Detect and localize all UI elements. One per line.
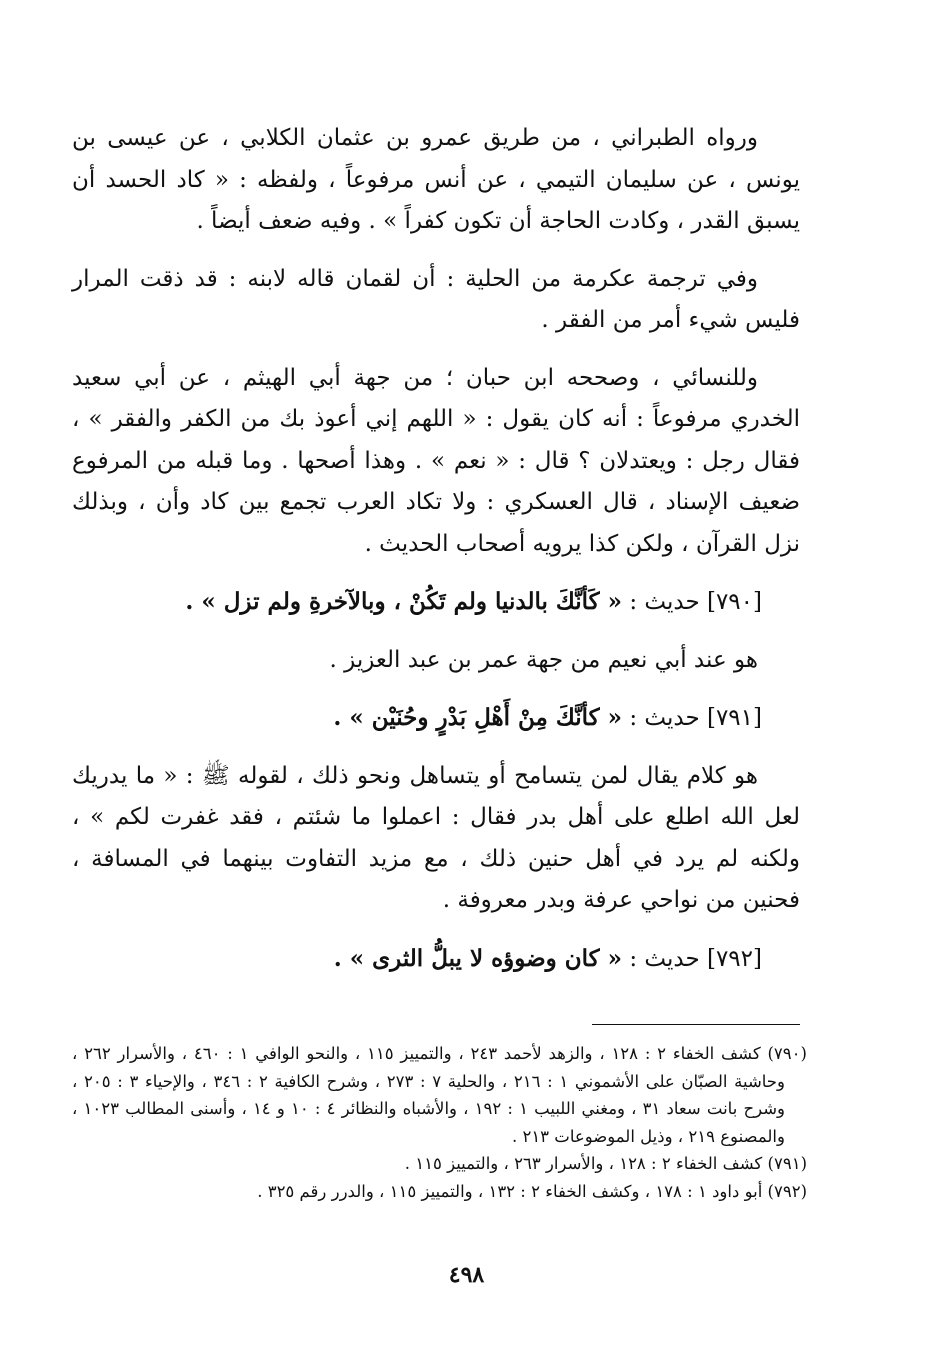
paragraph-2: وفي ترجمة عكرمة من الحلية : أن لقمان قاله لابنه : قد ذقت المرار فليس شيء أمر من الفقر . (72, 265, 800, 333)
paragraph-3: وللنسائي ، وصححه ابن حبان ؛ من جهة أبي الهيثم ، عن أبي سعيد الخدري مرفوعاً : أنه كان يقول : « اللهم إني أعوذ بك من الكفر والفقر » ، فقال رجل : ويعتدلان ؟ قال : « نعم » . وهذا أصحها . وما قبله من المرفوع ضعيف الإسناد ، قال العسكري : ولا تكاد العرب تجمع بين كاد وأن ، وبذلك نزل القرآن ، ولكن كذا يرويه أصحاب الحديث . (72, 364, 800, 557)
hadith-792 (72, 938, 800, 981)
footnote-792: (٧٩٢) أبو داود ١ : ١٧٨ ، وكشف الخفاء ٢ : ١٣٢ ، والتمييز ١١٥ ، والدرر رقم ٣٢٥ . (257, 1181, 807, 1201)
hadith-number: [٧٩٠] حديث : (622, 589, 762, 615)
footnotes (72, 1040, 807, 1205)
paragraph-4: هو عند أبي نعيم من جهة عمر بن عبد العزيز . (329, 646, 758, 673)
footnote-divider (592, 1024, 800, 1025)
hadith-number: [٧٩٢] حديث : (622, 945, 762, 972)
footnote-791: (٧٩١) كشف الخفاء ٢ : ١٢٨ ، والأسرار ٢٦٣ ، والتمييز ١١٥ . (404, 1154, 807, 1173)
main-text (72, 118, 800, 996)
footnote-790: (٧٩٠) كشف الخفاء ٢ : ١٢٨ ، والزهد لأحمد ٢٤٣ ، والتمييز ١١٥ ، والنحو الوافي ١ : ٤٦٠ ، والأسرار ٢٦٢ ، وحاشية الصبّان على الأشموني ١ : ٢١٦ ، والحلية ٧ : ٢٧٣ ، وشرح الكافية ٢ : ٣٤٦ ، والإحياء ٣ : ٢٠٥ ، وشرح بانت سعاد ٣١ ، ومغني اللبيب ١ : ١٩٢ ، والأشباه والنظائر ٤ : ١٠ و ١٤ ، وأسنى المطالب ١٠٢٣ ، والمصنوع ٢١٩ ، وذيل الموضوعات ٢١٣ . (72, 1044, 807, 1146)
hadith-text: « كأنَّكَ مِنْ أَهْلِ بَدْرٍ وحُنَيْن » . (333, 704, 623, 731)
hadith-text: « كَأنَّكَ بالدنيا ولم تَكُنْ ، وبالآخرةِ ولم تزل » . (185, 588, 623, 615)
hadith-791 (72, 697, 800, 740)
paragraph-5: هو كلام يقال لمن يتسامح أو يتساهل ونحو ذلك ، لقوله ﷺ : « ما يدريك لعل الله اطلع على أهل بدر فقال : اعملوا ما شئتم ، فقد غفرت لكم » ، ولكنه لم يرد في أهل حنين ذلك ، مع مزيد التفاوت بينهما في المسافة ، فحنين من نواحي عرفة وبدر معروفة . (72, 762, 800, 913)
paragraph-1: ورواه الطبراني ، من طريق عمرو بن عثمان الكلابي ، عن عيسى بن يونس ، عن سليمان التيمي ، عن أنس مرفوعاً ، ولفظه : « كاد الحسد أن يسبق القدر ، وكادت الحاجة أن تكون كفراً » . وفيه ضعف أيضاً . (72, 125, 800, 234)
hadith-790 (72, 581, 800, 624)
hadith-text: « كان وضوؤه لا يبلُّ الثرى » . (333, 944, 623, 972)
hadith-number: [٧٩١] حديث : (622, 705, 762, 731)
page-number: ٤٩٨ (448, 1262, 485, 1288)
